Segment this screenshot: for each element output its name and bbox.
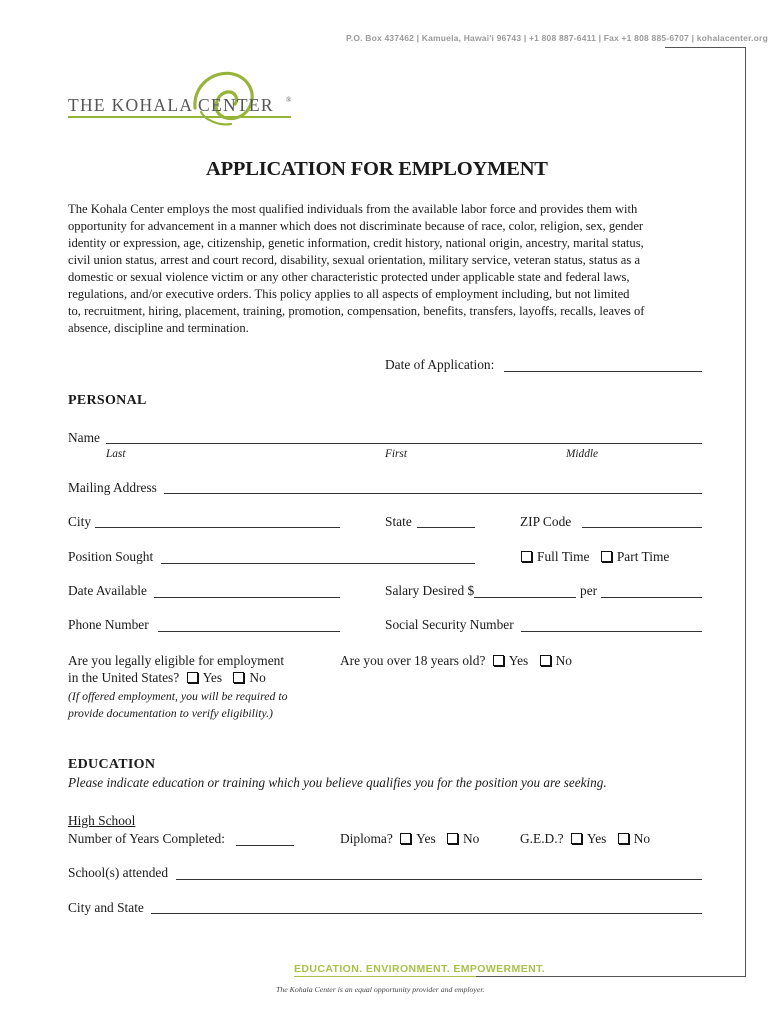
employment-type-options [521,549,677,565]
eligible-yes-option[interactable]: Yes [187,670,222,686]
education-heading: EDUCATION [68,757,156,772]
salary-per-field[interactable] [601,597,702,598]
eligible-no-option[interactable]: No [233,670,265,686]
high-school-label: High School [68,813,136,828]
footer-tagline: EDUCATION. ENVIRONMENT. EMPOWERMENT. [294,963,546,975]
intro-line: identity or expression, age, citizenship, genetic information, credit history, national origin, ancestry, marital status, [68,236,644,250]
position-sought-field[interactable] [161,563,475,564]
intro-line: domestic or sexual violence victim or any other characteristic protected under applicable state and federal laws, [68,270,630,284]
mailing-address-label: Mailing Address [68,480,157,495]
name-first-caption: First [385,448,407,460]
diploma-no-checkbox[interactable] [447,833,458,844]
phone-number-field[interactable] [158,631,340,632]
page-border-right [745,47,746,977]
city-field[interactable] [95,527,340,528]
education-subheading: Please indicate education or training which you believe qualifies you for the position you are seeking. [68,775,607,790]
city-state-field[interactable] [151,913,702,914]
part-time-option[interactable]: Part Time [601,549,669,565]
name-field[interactable] [106,443,702,444]
mailing-address-field[interactable] [164,493,702,494]
name-last-caption: Last [106,448,126,460]
date-available-field[interactable] [154,597,340,598]
state-label: State [385,514,412,529]
ssn-label: Social Security Number [385,617,514,632]
page-border-top [665,47,746,48]
date-of-application-label: Date of Application: [385,357,495,372]
years-completed-field[interactable] [236,845,294,846]
logo-registered-mark: ® [286,96,292,104]
contact-info: P.O. Box 437462 | Kamuela, Hawai'i 96743 | +1 808 887-6411 | Fax +1 808 885-6707 | kohalacenter.org [346,33,768,43]
intro-line: to, recruitment, hiring, placement, training, promotion, compensation, benefits, transfers, layoffs, recalls, leaves of [68,304,645,318]
state-field[interactable] [417,527,475,528]
intro-paragraph [68,201,708,337]
city-state-label: City and State [68,900,144,915]
over-18-no-option[interactable]: No [540,653,572,669]
personal-heading: PERSONAL [68,393,147,408]
logo-underline [68,116,291,118]
eligibility-note: (If offered employment, you will be required to [68,689,288,703]
intro-line: regulations, and/or executive orders. This policy applies to all aspects of employment including, but not limited [68,287,630,301]
city-label: City [68,514,92,529]
ged-yes-option[interactable]: Yes [571,831,606,847]
schools-attended-label: School(s) attended [68,865,169,880]
years-completed-label: Number of Years Completed: [68,831,225,846]
eligibility-note-cont: provide documentation to verify eligibility.) [68,706,273,720]
full-time-checkbox[interactable] [521,551,532,562]
over-18-yes-checkbox[interactable] [493,655,504,666]
ged-no-option[interactable]: No [618,831,650,847]
intro-line: absence, discipline and termination. [68,321,249,335]
salary-per-label: per [580,583,598,598]
page-border-bottom [476,976,746,977]
date-of-application-field[interactable] [504,371,702,372]
name-label: Name [68,430,100,445]
diploma-yes-option[interactable]: Yes [400,831,435,847]
diploma-question: Diploma? Yes No [340,831,480,846]
date-available-label: Date Available [68,583,147,598]
eligible-no-checkbox[interactable] [233,672,244,683]
part-time-checkbox[interactable] [601,551,612,562]
salary-desired-label: Salary Desired $ [385,583,475,598]
zip-field[interactable] [582,527,702,528]
intro-line: civil union status, arrest and court record, disability, sexual orientation, military service, veteran status, status as a [68,253,641,267]
diploma-no-option[interactable]: No [447,831,479,847]
full-time-option[interactable]: Full Time [521,549,589,565]
phone-number-label: Phone Number [68,617,149,632]
equal-opportunity-statement: The Kohala Center is an equal opportunity provider and employer. [276,985,485,994]
schools-attended-field[interactable] [176,879,702,880]
over-18-no-checkbox[interactable] [540,655,551,666]
eligibility-question: Are you legally eligible for employment [68,653,285,668]
logo-text: THE KOHALA CENTER [68,95,274,115]
intro-line: opportunity for advancement in a manner which does not discriminate because of race, color, religion, sex, gender [68,219,644,233]
position-sought-label: Position Sought [68,549,154,564]
name-middle-caption: Middle [566,448,598,460]
salary-desired-field[interactable] [474,597,576,598]
eligibility-question-cont: in the United States? Yes No [68,670,266,685]
eligible-yes-checkbox[interactable] [187,672,198,683]
ged-yes-checkbox[interactable] [571,833,582,844]
over-18-yes-option[interactable]: Yes [493,653,528,669]
intro-line: The Kohala Center employs the most qualified individuals from the available labor force and provides them with [68,202,638,216]
over-18-question: Are you over 18 years old? Yes No [340,653,572,668]
footer-tagline-underline [294,976,476,977]
zip-label: ZIP Code [520,514,572,529]
ged-question: G.E.D.? Yes No [520,831,651,846]
diploma-yes-checkbox[interactable] [400,833,411,844]
ged-no-checkbox[interactable] [618,833,629,844]
ssn-field[interactable] [521,631,702,632]
page-title: APPLICATION FOR EMPLOYMENT [206,158,548,180]
